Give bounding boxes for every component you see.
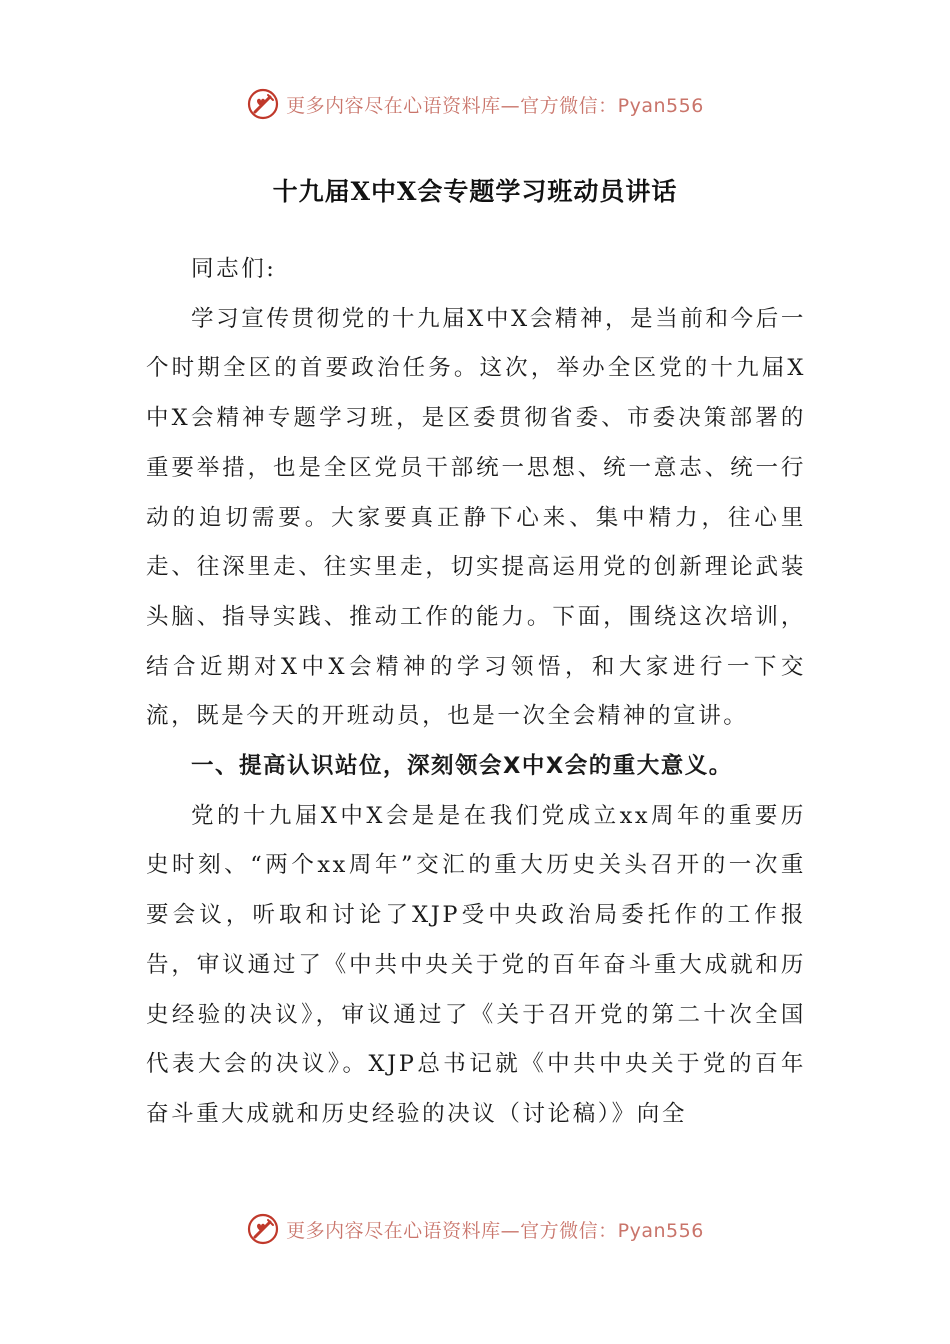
section-paragraph: 党的十九届X中X会是是在我们党成立xx周年的重要历史时刻、“两个xx周年”交汇的重大历史关头召开的一次重要会议，听取和讨论了XJP受中央政治局委托作的工作报告，审议通过了《中共中央关于党的百年奋斗重大成就和历史经验的决议》，审议通过了《关于召开党的第二十次全国代表大会的决议》。XJP总书记就《中共中央关于党的百年奋斗重大成就和历史经验的决议（讨论稿）》向全 (146, 802, 806, 1127)
document-body (146, 245, 806, 1127)
pen-heart-logo-icon (246, 1212, 280, 1246)
watermark-banner-top (0, 84, 950, 124)
watermark-content (246, 87, 704, 121)
watermark-content (246, 1212, 704, 1246)
section-heading: 一、提高认识站位，深刻领会X中X会的重大意义。 (191, 753, 733, 780)
watermark-text: 更多内容尽在心语资料库—官方微信：Pyan556 (286, 94, 704, 117)
intro-paragraph: 学习宣传贯彻党的十九届X中X会精神，是当前和今后一个时期全区的首要政治任务。这次，举办全区党的十九届X中X会精神专题学习班，是区委贯彻省委、市委决策部署的重要举措，也是全区党员干部统一思想、统一意志、统一行动的迫切需要。大家要真正静下心来、集中精力，往心里走、往深里走、往实里走，切实提高运用党的创新理论武装头脑、指导实践、推动工作的能力。下面，围绕这次培训，结合近期对X中X会精神的学习领悟，和大家进行一下交流，既是今天的开班动员，也是一次全会精神的宣讲。 (146, 305, 806, 730)
salutation: 同志们: (191, 256, 277, 282)
pen-heart-logo-icon (246, 87, 280, 121)
document-title: 十九届X中X会专题学习班动员讲话 (272, 177, 678, 206)
watermark-text: 更多内容尽在心语资料库—官方微信：Pyan556 (286, 1219, 704, 1242)
watermark-banner-bottom (0, 1209, 950, 1249)
